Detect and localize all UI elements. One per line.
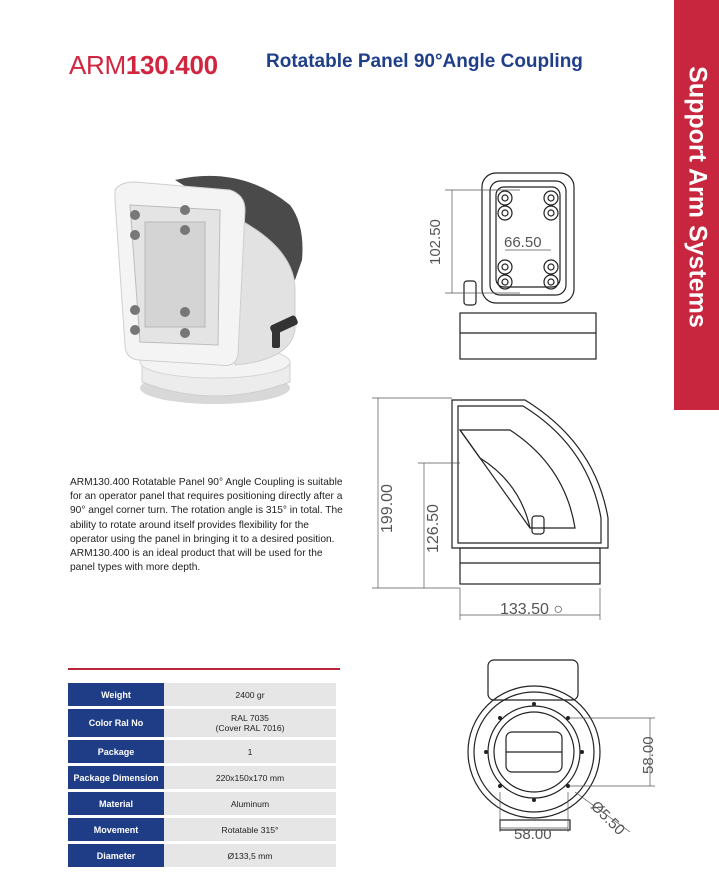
dim-bottom-horizontal: 58.00 [514,826,552,843]
product-code [69,50,218,81]
front-view-drawing [420,165,610,365]
spec-row [68,844,336,867]
spec-key: Material [68,792,164,815]
spec-row [68,683,336,706]
spec-key: Movement [68,818,164,841]
dim-bottom-vertical: 58.00 [640,736,657,774]
spec-value-line: (Cover RAL 7016) [215,723,285,733]
spec-key: Package Dimension [68,766,164,789]
dim-side-lower-height: 126.50 [425,504,442,553]
spec-value: Aluminum [164,792,336,815]
spec-row [68,818,336,841]
spec-key: Weight [68,683,164,706]
dim-side-diameter: 133.50 ○ [500,601,564,618]
dim-front-height: 102.50 [427,219,444,265]
product-description: ARM130.400 Rotatable Panel 90° Angle Coupling is suitable for an operator panel that requires positioning directly after a 90° angel corner turn. The rotation angle is 315° in total. The ability to rotate around itself provides flexibility for the operator using the panel in bringing it to a desired position. ARM130.400 is an ideal product that will be used for the panel types with more depth. [70,477,343,574]
spec-value: 2400 gr [164,683,336,706]
spec-key: Color Ral No [68,709,164,737]
product-code-prefix: ARM [69,50,126,80]
bottom-view-drawing [440,652,670,852]
product-title: Rotatable Panel 90°Angle Coupling [266,51,583,72]
spec-divider [68,668,340,670]
spec-value: Rotatable 315° [164,818,336,841]
spec-value: 220x150x170 mm [164,766,336,789]
spec-value: Ø133,5 mm [164,844,336,867]
dim-side-total-height: 199.00 [379,484,396,533]
spec-row [68,766,336,789]
spec-row [68,740,336,763]
spec-key: Diameter [68,844,164,867]
spec-value-line: RAL 7035 [231,713,269,723]
spec-row [68,792,336,815]
side-tab [674,0,719,410]
side-tab-label: Support Arm Systems [683,65,711,328]
dim-front-width: 66.50 [504,234,542,251]
spec-row [68,709,336,737]
product-photo [90,160,315,410]
spec-key: Package [68,740,164,763]
spec-table [68,680,336,870]
spec-value [164,709,336,737]
spec-value: 1 [164,740,336,763]
product-code-number: 130.400 [125,50,218,80]
dim-bottom-hole: Ø5.50 [587,797,629,839]
side-view-drawing [360,388,620,628]
